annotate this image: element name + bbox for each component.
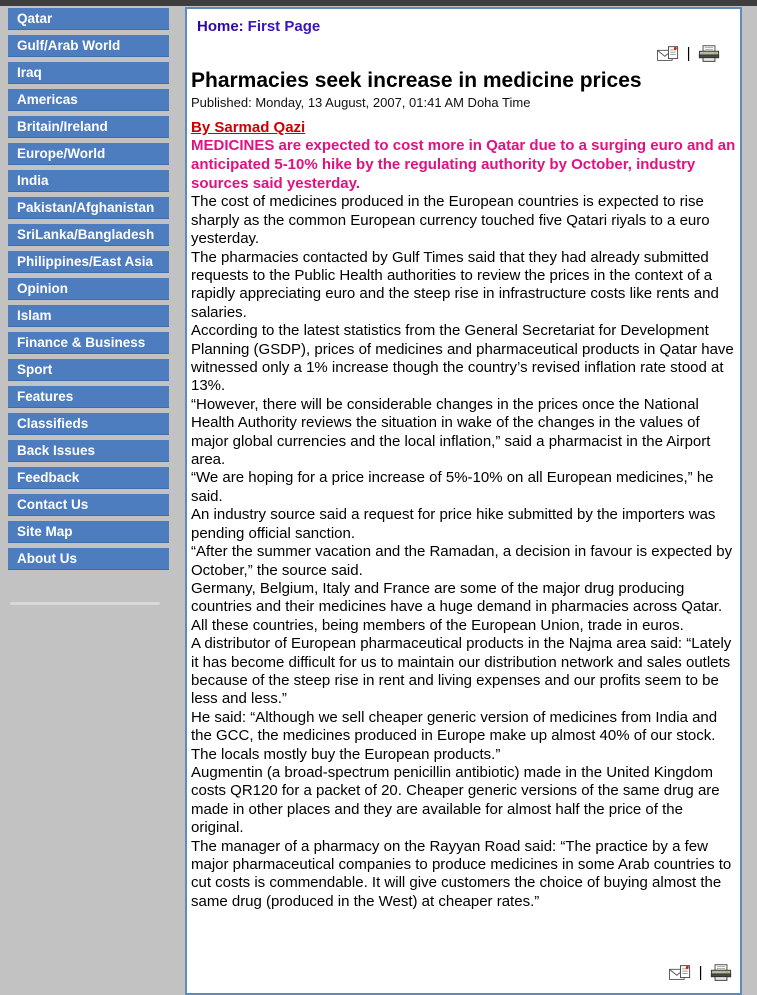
breadcrumb-current-link[interactable]: First Page (247, 18, 321, 35)
toolbar-separator: | (686, 45, 691, 62)
article-paragraph: “After the summer vacation and the Ramadan, a decision in favour is expected by October,” the source said. (191, 543, 733, 579)
sidebar-item[interactable]: Philippines/East Asia (8, 251, 169, 273)
sidebar-item[interactable]: Pakistan/Afghanistan (8, 197, 169, 219)
sidebar-item[interactable]: Americas (8, 89, 169, 111)
article-paragraph: “However, there will be considerable changes in the prices once the National Health Authority reviews the situation in wake of the changes in the values of major global currencies and the local inflation,” said a pharmacist in the Airport area. (191, 395, 711, 469)
article-paragraph: According to the latest statistics from the General Secretariat for Development Planning (GSDP), prices of medicines and pharmaceutical products in Qatar have witnessed only a 1% increase though the country’s revised inflation rate stood at 13%. (191, 322, 734, 395)
top-strip (0, 0, 757, 6)
article-paragraph: “We are hoping for a price increase of 5%-10% on all European medicines,” he said. (191, 469, 714, 505)
byline-link[interactable]: By Sarmad Qazi (191, 119, 306, 136)
sidebar-item[interactable]: About Us (8, 548, 169, 570)
email-icon[interactable] (657, 45, 679, 68)
sidebar-item[interactable]: Opinion (8, 278, 169, 300)
breadcrumb-home-link[interactable]: Home: (197, 18, 244, 35)
article-paragraph: He said: “Although we sell cheaper generic version of medicines from India and the GCC, the medicines produced in Europe make up almost 40% of our stock. The locals mostly buy the European products.” (191, 708, 718, 763)
print-icon[interactable] (710, 964, 732, 987)
sidebar-item[interactable]: Iraq (8, 62, 169, 84)
article-paragraph: An industry source said a request for price hike submitted by the importers was pending official sanction. (191, 506, 716, 542)
article-toolbar-top (191, 45, 738, 65)
sidebar-item[interactable]: Gulf/Arab World (8, 35, 169, 57)
article-panel (185, 7, 742, 995)
sidebar-item[interactable]: Back Issues (8, 440, 169, 462)
sidebar-item[interactable]: Feedback (8, 467, 169, 489)
article-paragraph: The manager of a pharmacy on the Rayyan Road said: “The practice by a few major pharmaceutical companies to produce medicines in some Arab countries to cut costs is commendable. It will give customers the choice of buying almost the same drug (produced in the West) at cheaper rates.” (191, 837, 732, 910)
sidebar-item[interactable]: Sport (8, 359, 169, 381)
sidebar-item[interactable]: Islam (8, 305, 169, 327)
sidebar-item[interactable]: SriLanka/Bangladesh (8, 224, 169, 246)
sidebar-item[interactable]: Qatar (8, 8, 169, 30)
sidebar-item[interactable]: India (8, 170, 169, 192)
sidebar-item[interactable]: Features (8, 386, 169, 408)
article-title: Pharmacies seek increase in medicine prices (191, 69, 642, 92)
article-lead: MEDICINES are expected to cost more in Qatar due to a surging euro and an anticipated 5-10% hike by the regulating authority by October, industry sources said yesterday. (191, 137, 736, 192)
article-body (191, 193, 738, 911)
article-paragraph: The pharmacies contacted by Gulf Times said that they had already submitted requests to the Public Health authorities to review the prices in the context of a rapidly appreciating euro and the steep rise in infrastructure costs like rents and salaries. (191, 248, 719, 321)
article-paragraph: The cost of medicines produced in the European countries is expected to rise sharply as the common European currency touched five Qatari riyals to a euro yesterday. (191, 193, 710, 248)
published-date: Published: Monday, 13 August, 2007, 01:41 AM Doha Time (191, 95, 531, 110)
article-paragraph: A distributor of European pharmaceutical products in the Najma area said: “Lately it has become difficult for us to maintain our distribution network and sales outlets because of the steep rise in rent and living expenses and our profits seem to be less and less.” (191, 635, 732, 708)
article-paragraph: Germany, Belgium, Italy and France are some of the major drug producing countries and their medicines have a huge demand in pharmacies across Qatar. All these countries, being members of the European Union, trade in euros. (191, 579, 723, 634)
breadcrumb (191, 16, 738, 35)
sidebar-item[interactable]: Europe/World (8, 143, 169, 165)
sidebar-divider (10, 602, 160, 605)
toolbar-separator: | (698, 964, 703, 981)
print-icon[interactable] (698, 45, 720, 68)
article-paragraph: Augmentin (a broad-spectrum penicillin antibiotic) made in the United Kingdom costs QR120 for a packet of 20. Cheaper generic versions of the same drug are made in other places and they are available for almost half the price of the original. (191, 763, 720, 837)
sidebar-item[interactable]: Britain/Ireland (8, 116, 169, 138)
sidebar-item[interactable]: Classifieds (8, 413, 169, 435)
sidebar-item[interactable]: Contact Us (8, 494, 169, 516)
email-icon[interactable] (669, 964, 691, 987)
article-toolbar-bottom (669, 964, 732, 987)
sidebar-item[interactable]: Finance & Business (8, 332, 169, 354)
sidebar-nav (0, 8, 180, 575)
sidebar-item[interactable]: Site Map (8, 521, 169, 543)
